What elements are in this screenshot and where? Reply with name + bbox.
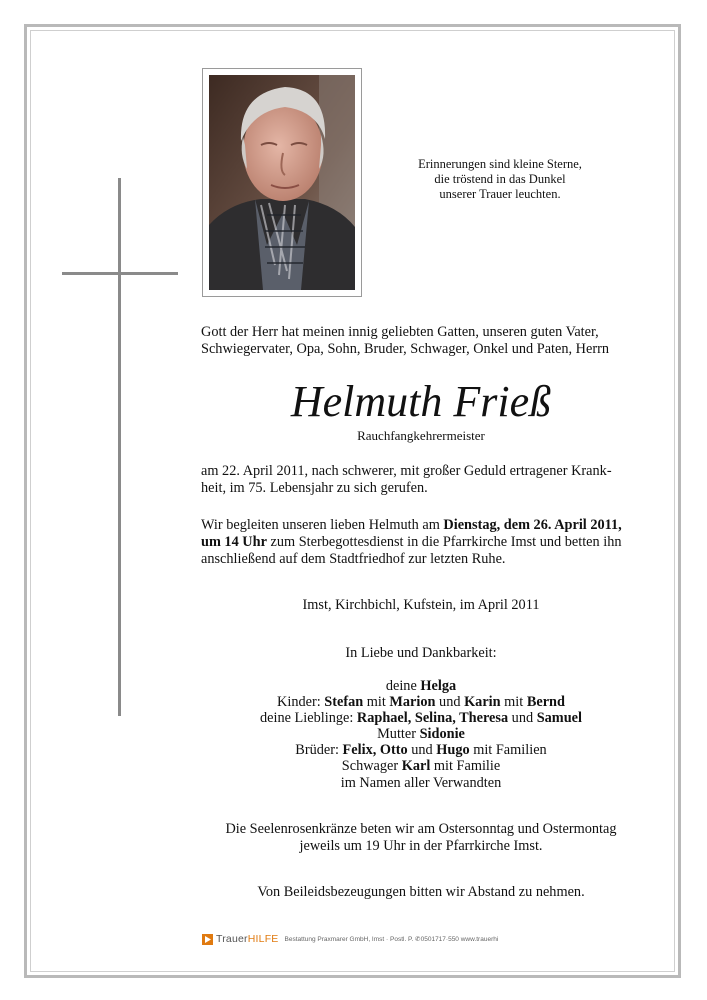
verse-line: die tröstend in das Dunkel [434, 172, 566, 186]
place-date: Imst, Kirchbichl, Kufstein, im April 2011 [302, 597, 540, 613]
portrait-image [209, 75, 355, 290]
family-children: Kinder: Stefan mit Marion und Karin mit Bernd [277, 694, 565, 711]
family-grandchildren: deine Lieblinge: Raphael, Selina, Theresa und Samuel [260, 710, 582, 727]
death-notice-line: am 22. April 2011, nach schwerer, mit großer Geduld ertragener Krank- [201, 463, 612, 479]
memorial-verse [385, 157, 615, 202]
rosary-paragraph [201, 821, 641, 855]
verse-line: unserer Trauer leuchten. [439, 187, 561, 201]
gratitude-heading: In Liebe und Dankbarkeit: [345, 645, 497, 661]
footer-brand: TrauerHILFE [216, 933, 279, 945]
family-brother-in-law: Schwager Karl mit Familie [341, 758, 501, 775]
funeral-paragraph [201, 517, 641, 568]
footer-info: Bestattung Praxmarer GmbH, Imst · Postl. P. ✆0501717·550 www.trauerhi [284, 936, 499, 943]
portrait-photo [202, 68, 362, 297]
intro-line: Schwiegervater, Opa, Sohn, Bruder, Schwager, Onkel und Paten, Herrn [201, 341, 610, 357]
family-list [201, 678, 641, 791]
family-brothers: Brüder: Felix, Otto und Hugo mit Familien [295, 742, 547, 759]
family-wife: deine Helga [385, 678, 457, 694]
condolence-note: Von Beileidsbezeugungen bitten wir Abstand zu nehmen. [257, 884, 585, 900]
funeral-line-1: Wir begleiten unseren lieben Helmuth am Dienstag, dem 26. April 2011, [201, 517, 622, 533]
deceased-name: Helmuth Frieß [290, 377, 552, 426]
footer [202, 932, 498, 946]
funeral-line-3: anschließend auf dem Stadtfriedhof zur letzten Ruhe. [201, 551, 506, 567]
rosary-line: Die Seelenrosenkränze beten wir am Ostersonntag und Ostermontag [225, 821, 617, 837]
verse-line: Erinnerungen sind kleine Sterne, [418, 157, 582, 171]
death-notice-paragraph [201, 463, 641, 497]
intro-line: Gott der Herr hat meinen innig geliebten Gatten, unseren guten Vater, [201, 324, 599, 340]
funeral-line-2: um 14 Uhr zum Sterbegottesdienst in die Pfarrkirche Imst und betten ihn [201, 534, 622, 550]
rosary-line: jeweils um 19 Uhr in der Pfarrkirche Imst. [299, 838, 543, 854]
cross-icon-horizontal [62, 272, 178, 275]
intro-paragraph [201, 324, 641, 358]
family-mother: Mutter Sidonie [377, 726, 465, 743]
trauerhilfe-logo-icon [202, 934, 213, 945]
family-relatives: im Namen aller Verwandten [340, 774, 502, 791]
deceased-profession: Rauchfangkehrermeister [357, 428, 485, 443]
death-notice-line: heit, im 75. Lebensjahr zu sich gerufen. [201, 480, 428, 496]
cross-icon-vertical [118, 178, 121, 716]
